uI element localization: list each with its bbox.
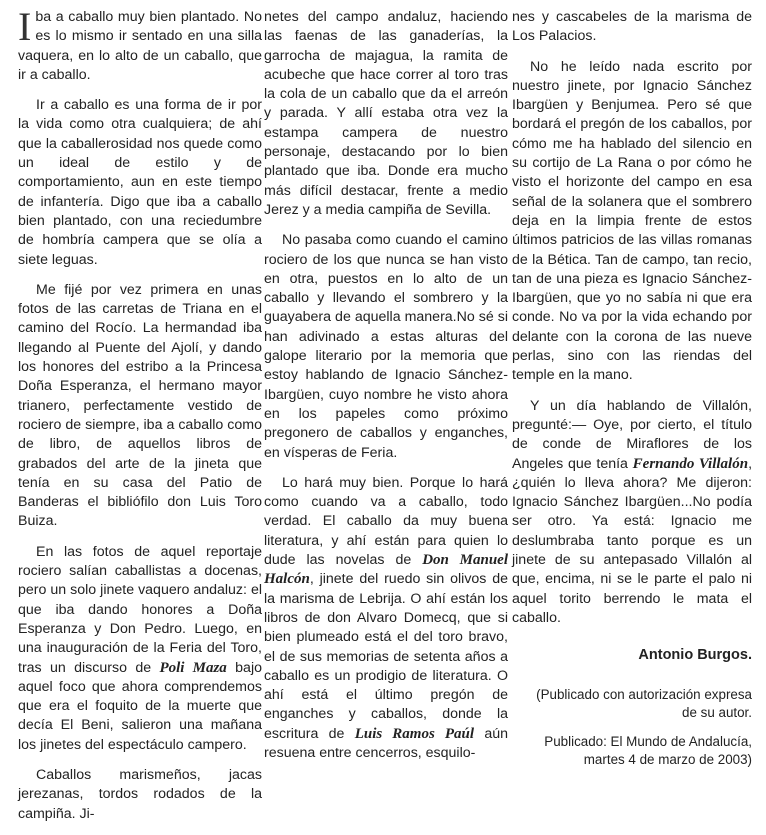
paragraph [18, 543, 262, 755]
paragraph: Ir a caballo es una forma de ir por la vida como otra cualquiera; de ahí que la caballerosidad nos quede como un ideal de estilo y de comportamiento, aun en este tiempo de infantería. Digo que iba a caballo bien plantado, con una reciedumbre de hombría campera que se olía a siete leguas. [18, 97, 262, 268]
paragraph: nes y cascabeles de la marisma de Los Palacios. [512, 9, 752, 45]
publication-source: Publicado: El Mundo de Andalucía, martes 4 de marzo de 2003) [544, 733, 752, 767]
paragraph-text: ba a caballo muy bien plantado. No es lo mismo ir sentado en una silla vaquera, en lo alto de un caballo, que ir a caballo. [18, 9, 262, 83]
person-name: Poli Maza [159, 659, 227, 676]
paragraph [264, 474, 508, 763]
paragraph-text: Lo hará muy bien. Porque lo hará como cuando va a caballo, todo verdad. El caballo da muy buena literatura, y ahí están para quien lo dude las novelas de [264, 474, 508, 569]
article-column-2 [264, 8, 508, 774]
publication-credit: (Publicado con autorización expresa de su autor. [536, 686, 752, 720]
paragraph [18, 4, 262, 85]
paragraph-text: aún resuena entre cencerros, esquilo- [264, 725, 508, 761]
paragraph: Me fijé por vez primera en unas fotos de las carretas de Triana en el camino del Rocío. La hermandad iba llegando al Puente del Ajolí, y dando los honores del estribo a la Princesa Doña Esperanza, el hermano mayor trianero, perfectamente vestido de rociero de siempre, iba a caballo como de libro, de aquellos libros de grabados del arte de la jineta que tenía en su casa del Patio de Banderas el bibliófilo don Luis Toro Buiza. [18, 281, 262, 530]
person-name: Luis Ramos Paúl [354, 725, 475, 742]
article-column-1 [18, 4, 262, 835]
person-name: Fernando Villalón [632, 455, 749, 472]
paragraph-text: , ¿quién lo lleva ahora? Me dijeron: Ignacio Sánchez Ibargüen...No podía ser otro. Ya está: Ignacio me deslumbraba tanto porque es un jinete de su antepasado Villalón al que, encima, ni se le parte el palo ni aquel torito berrendo le mata el caballo. [512, 455, 753, 626]
paragraph-text: , jinete del ruedo sin olivos de la marisma de Lebrija. O ahí están los libros de don Alvaro Domecq, que si bien plumeado está el del toro bravo, el de sus memorias de setenta años a caballo es un prodigio de literatura. O ahí está el último pregón de enganches y caballos, donde la escritura de [264, 571, 508, 742]
paragraph-text: En las fotos de aquel reportaje rociero salían caballistas a docenas, pero un solo jinete vaquero andaluz: el que iba dando honores a Doña Esperanza y Don Pedro. Luego, en una inauguración de la Feria del Toro, tras un discurso de [18, 543, 262, 676]
paragraph: No pasaba como cuando el camino rociero de los que nunca se han visto en otra, puestos en lo alto de un caballo y llevando el sombrero y la guayabera de aquella manera.No sé si han adivinado a estas alturas del galope literario por la memoria que estoy hablando de Ignacio Sánchez-Ibargüen, cuyo nombre he visto ahora en los papeles como próximo pregonero de caballos y enganches, en vísperas de Feria. [264, 232, 508, 461]
paragraph: Caballos marismeños, jacas jerezanas, tordos rodados de la campiña. Ji- [18, 766, 262, 822]
paragraph-text: bajo aquel foco que ahora comprendemos que era el foquito de la muerte que decía El Beni, salieron una mañana los jinetes del espectáculo campero. [18, 659, 262, 753]
person-name: Don Manuel Halcón [264, 552, 508, 588]
paragraph-text: Y un día hablando de Villalón, pregunté:— Oye, por cierto, el título de conde de Miraflores de los Angeles que tenía [512, 397, 752, 472]
paragraph: No he leído nada escrito por nuestro jinete, por Ignacio Sánchez Ibargüen y Benjumea. Pero sé que bordará el pregón de los caballos, por cómo me ha hablado del silencio en su cortijo de La Rana o por cómo he visto el horizonte del campo en esa señal de la solanera que el sombrero deja en la limpia frente de estos últimos patricios de las villas romanas de la Bética. Tan de campo, tan recio, tan de una pieza es Ignacio Sánchez-Ibargüen, que yo no sabía ni que era conde. No va por la vida echando por delante con la corona de las nueve perlas, sino con las riendas del temple en la mano. [512, 58, 752, 384]
drop-cap: I [18, 4, 32, 49]
paragraph: netes del campo andaluz, haciendo las faenas de las ganaderías, la garrocha de majagua, la ramita de acubeche que hace correr al toro tras la cola de un caballo que da el arreón y parada. Y allí estaba otra vez la estampa campera de nuestro personaje, destacando por lo bien plantado que iba. Donde era mucho más difícil destacar, frente a medio Jerez y a media campiña de Sevilla. [264, 9, 508, 218]
author-signature: Antonio Burgos. [638, 647, 752, 664]
article-column-3 [512, 8, 752, 780]
paragraph [512, 397, 752, 629]
